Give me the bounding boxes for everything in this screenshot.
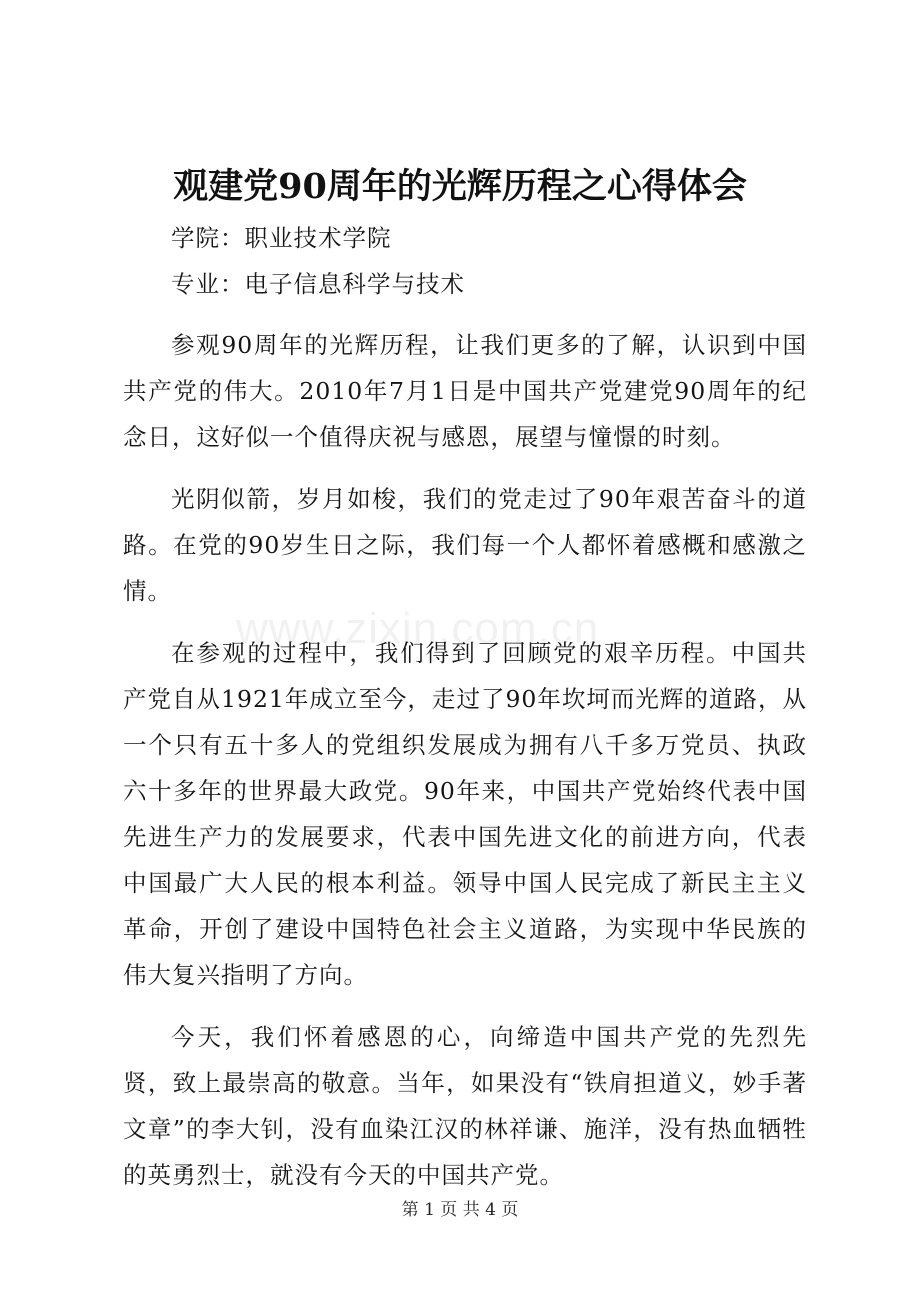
page-footer: 第 1 页 共 4 页: [401, 1200, 519, 1220]
document-body: [123, 215, 807, 1214]
watermark: www.zixin.com.cn: [236, 604, 600, 653]
major-line: 专业：电子信息科学与技术: [171, 270, 465, 298]
document-title: 观建党90周年的光辉历程之心得体会: [173, 166, 747, 207]
college-line: 学院：职业技术学院: [171, 224, 392, 252]
paragraph: 参观90周年的光辉历程，让我们更多的了解，认识到中国共产党的伟大。2010年7月1日是中国共产党建党90周年的纪念日，这好似一个值得庆祝与感恩，展望与憧憬的时刻。: [123, 331, 807, 451]
paragraph: 今天，我们怀着感恩的心，向缔造中国共产党的先烈先贤，致上最崇高的敬意。当年，如果没有“铁肩担道义，妙手著文章”的李大钊，没有血染江汉的林祥谦、施洋，没有热血牺牲的英勇烈士，就没有今天的中国共产党。: [123, 1023, 807, 1189]
paragraph: 在参观的过程中，我们得到了回顾党的艰辛历程。中国共产党自从1921年成立至今，走过了90年坎坷而光辉的道路，从一个只有五十多人的党组织发展成为拥有八千多万党员、执政六十多年的世界最大政党。90年来，中国共产党始终代表中国先进生产力的发展要求，代表中国先进文化的前进方向，代表中国最广大人民的根本利益。领导中国人民完成了新民主主义革命，开创了建设中国特色社会主义道路，为实现中华民族的伟大复兴指明了方向。: [123, 639, 807, 989]
paragraph: 光阴似箭，岁月如梭，我们的党走过了90年艰苦奋斗的道路。在党的90岁生日之际，我们每一个人都怀着感概和感激之情。: [123, 485, 807, 605]
